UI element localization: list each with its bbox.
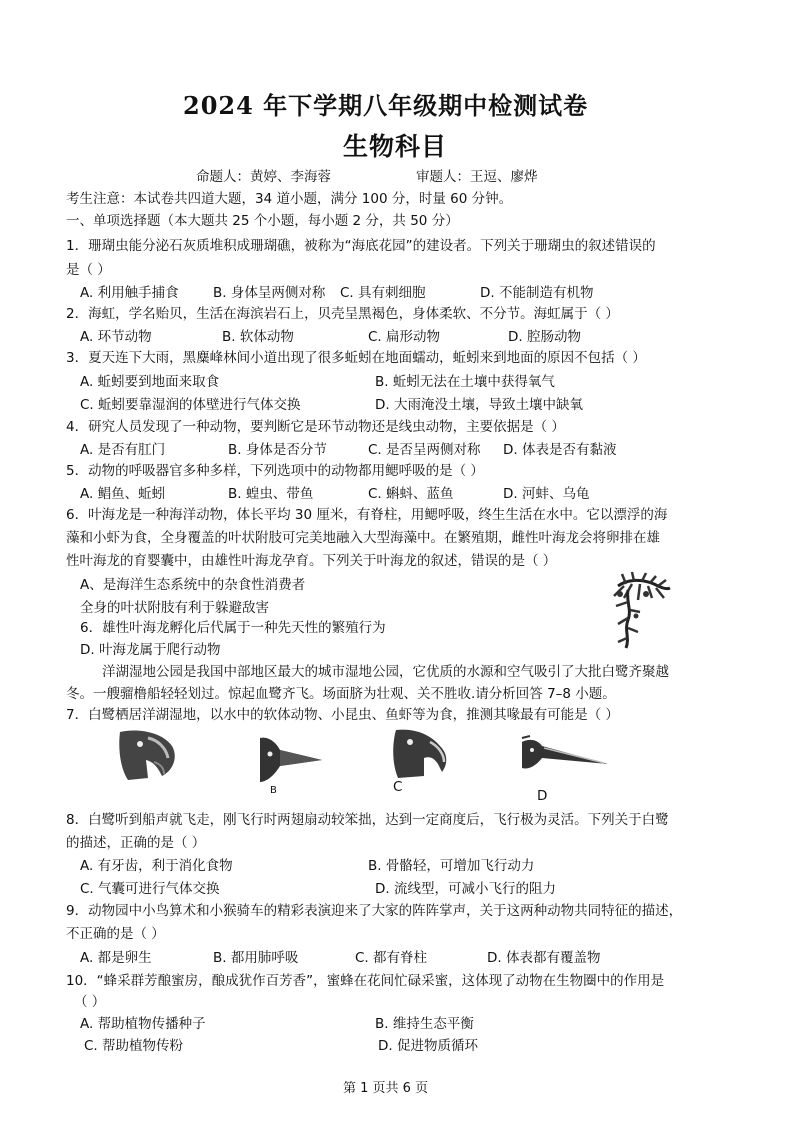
q1-option-b: B. 身体呈两侧对称 [213,285,326,301]
question-10-stem-cont: （ ） [74,994,106,1010]
q6-option-c: 6．雄性叶海龙孵化后代属于一种先天性的繁殖行为 [80,620,386,636]
question-10-stem: 10．“蜂采群芳酿蜜房，酿成犹作百芳香”，蜜蜂在花间忙碌采蜜，这体现了动物在生物圈中的作用是 [66,973,665,989]
q4-option-d: D. 体表是否有黏液 [503,442,617,458]
section-heading: 一、单项选择题（本大题共 25 个小题，每小题 2 分，共 50 分） [66,213,459,229]
q2-option-a: A. 环节动物 [80,329,152,345]
q2-option-b: B. 软体动物 [222,329,294,345]
question-2-stem: 2．海虹，学名贻贝，生活在海滨岩石上，贝壳呈黑褐色，身体柔软、不分节。海虹属于（ ） [66,306,619,322]
q6-option-b: 全身的叶状附肢有利于躲避敌害 [80,600,269,616]
q10-option-a: A. 帮助植物传播种子 [80,1016,206,1032]
question-9-stem-cont: 不正确的是（ ） [66,926,165,942]
q4-option-a: A. 是否有肛门 [80,442,166,458]
question-1-stem: 1．珊瑚虫能分泌石灰质堆积成珊瑚礁，被称为“海底花园”的建设者。下列关于珊瑚虫的叙述错误的 [66,238,656,254]
leafy-sea-dragon-illustration [606,572,676,652]
q5-option-a: A. 鲳鱼、蚯蚓 [80,486,166,502]
q8-option-d: D. 流线型，可减小飞行的阻力 [375,881,556,897]
q3-option-d: D. 大雨淹没土壤，导致土壤中缺氧 [375,397,583,413]
q3-option-b: B. 蚯蚓无法在土壤中获得氧气 [375,374,555,390]
q10-option-b: B. 维持生态平衡 [375,1016,474,1032]
q2-option-c: C. 扁形动物 [368,329,441,345]
beak-c-illustration [390,728,452,784]
q9-option-b: B. 都用肺呼吸 [213,950,299,966]
beak-d-illustration [520,736,610,776]
q6-option-a: A、是海洋生态系统中的杂食性消费者 [80,577,306,593]
q10-option-c: C. 帮助植物传粉 [84,1038,184,1054]
authors: 命题人：黄婷、李海蓉 [196,169,331,185]
q4-option-c: C. 是否呈两侧对称 [368,442,481,458]
beak-c-label: C [393,779,403,795]
beak-d-label: D [537,788,548,804]
q8-option-c: C. 气囊可进行气体交换 [80,881,220,897]
question-8-stem: 8．白鹭听到船声就飞走，刚飞行时两翅扇动较笨拙，达到一定商度后，飞行极为灵活。下列关于白鹭 [66,812,669,828]
page-number: 第 1 页共 6 页 [343,1081,429,1096]
q9-option-d: D. 体表都有覆盖物 [487,950,601,966]
q1-option-a: A. 利用触手捕食 [80,285,179,301]
q8-option-a: A. 有牙齿，利于消化食物 [80,858,233,874]
exam-title: 2024 年下学期八年级期中检测试卷 [183,91,589,120]
beak-b-illustration [256,736,326,784]
question-6-stem-cont-2: 性叶海龙的育婴囊中，由雄性叶海龙孕育。下列关于叶海龙的叙述，错误的是（ ） [66,553,557,569]
q10-option-d: D. 促进物质循环 [378,1038,478,1054]
q3-option-a: A. 蚯蚓要到地面来取食 [80,374,220,390]
passage-line-2: 冬。一艘骝橹船轻轻划过。惊起血鹭齐飞。场面脐为壮观、关不胜收.请分析回答 7–8 小题。 [66,686,616,702]
q1-option-d: D. 不能制造有机物 [480,285,594,301]
beak-b-label: B [270,785,277,796]
question-1-stem-cont: 是（ ） [66,262,111,278]
question-4-stem: 4．研究人员发现了一种动物，要判断它是环节动物还是线虫动物，主要依据是（ ） [66,419,565,435]
notice: 考生注意：本试卷共四道大题，34 道小题，满分 100 分，时量 60 分钟。 [66,191,513,207]
subject-title: 生物科目 [343,132,448,161]
q5-option-d: D. 河蚌、乌龟 [503,486,590,502]
q5-option-b: B. 蝗虫、带鱼 [228,486,314,502]
question-8-stem-cont: 的描述，正确的是（ ） [66,835,206,851]
q9-option-c: C. 都有脊柱 [355,950,428,966]
question-7-stem: 7．白鹭栖居洋湖湿地，以水中的软体动物、小昆虫、鱼虾等为食，推测其喙最有可能是（ ） [66,707,619,723]
q8-option-b: B. 骨骼轻，可增加飞行动力 [368,858,535,874]
q2-option-d: D. 腔肠动物 [508,329,581,345]
q9-option-a: A. 都是卵生 [80,950,152,966]
question-3-stem: 3．夏天连下大雨，黑麋峰林间小道出现了很多蚯蚓在地面蠕动，蚯蚓来到地面的原因不包括（ ） [66,350,646,366]
q3-option-c: C. 蚯蚓要靠湿润的体壁进行气体交换 [80,397,301,413]
passage-line-1: 洋湖湿地公园是我国中部地区最大的城市湿地公园，它优质的水源和空气吸引了大批白鹭齐聚越 [102,664,669,680]
beak-a-illustration [118,728,180,784]
question-6-stem-cont-1: 藻和小虾为食，全身覆盖的叶状附肢可完美地融入大型海藻中。在繁殖期，雌性叶海龙会将卵排在雄 [66,530,660,546]
question-5-stem: 5．动物的呼吸器官多种多样，下列选项中的动物都用鳃呼吸的是（ ） [66,463,484,479]
q5-option-c: C. 蝌蚪、蓝鱼 [368,486,454,502]
reviewers: 审题人：王逗、廖烨 [416,169,538,185]
q6-option-d: D. 叶海龙属于爬行动物 [80,642,221,658]
q1-option-c: C. 具有刺细胞 [340,285,426,301]
question-9-stem: 9．动物园中小鸟算术和小猴骑车的精彩表演迎来了大家的阵阵掌声，关于这两种动物共同特征的描述， [66,903,683,919]
q4-option-b: B. 身体是否分节 [228,442,327,458]
question-6-stem: 6．叶海龙是一种海洋动物，体长平均 30 厘米，有脊柱，用鳃呼吸，终生生活在水中。它以漂浮的海 [66,507,668,523]
